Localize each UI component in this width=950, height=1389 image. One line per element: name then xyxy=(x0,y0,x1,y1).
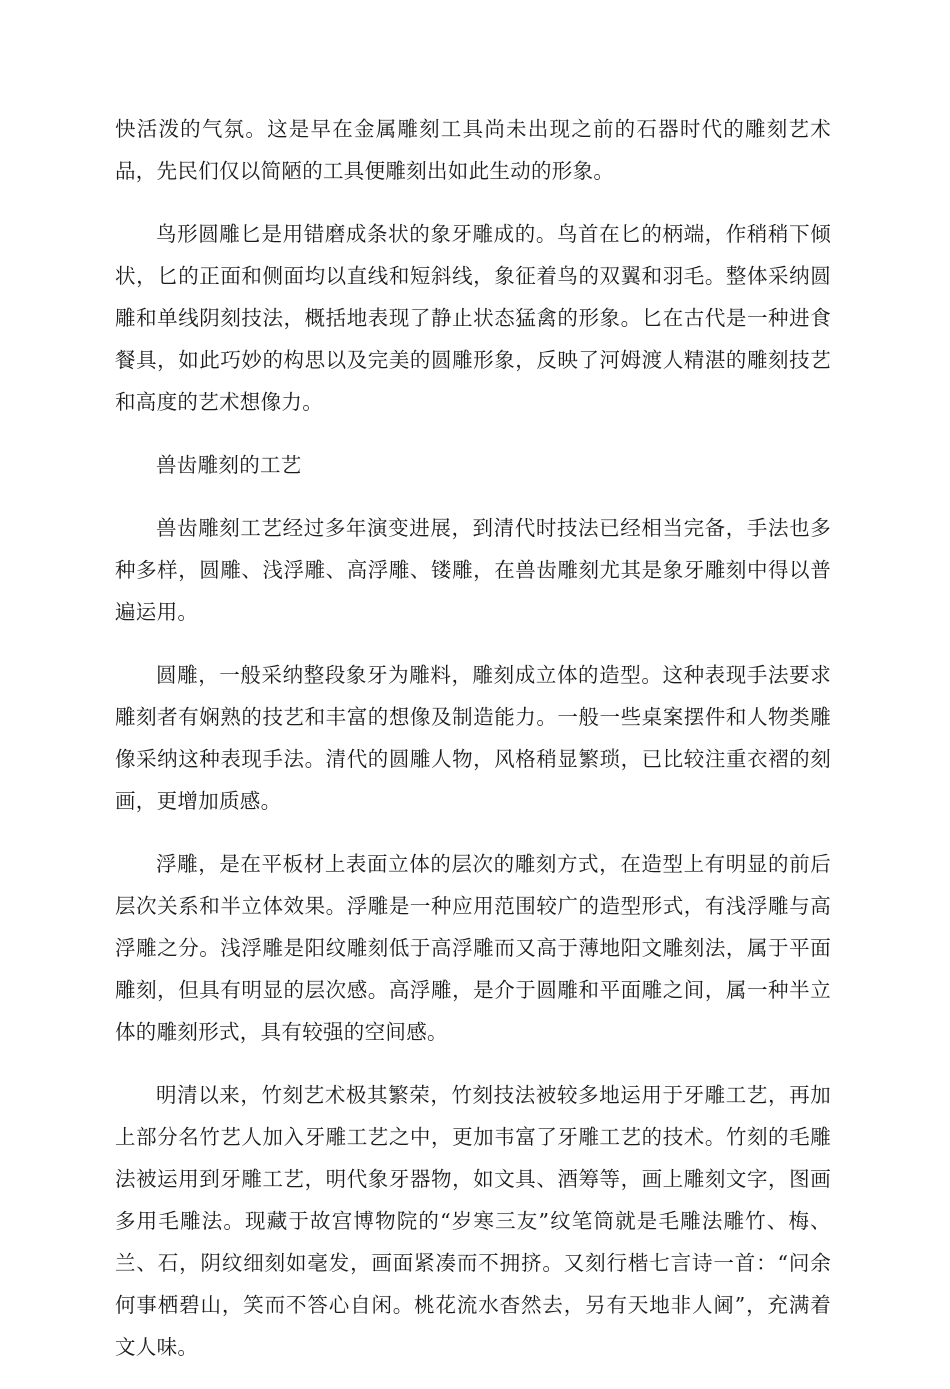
document-body xyxy=(115,108,831,1389)
paragraph-relief-carving: 浮雕，是在平板材上表面立体的层次的雕刻方式，在造型上有明显的前后层次关系和半立体效果。浮雕是一种应用范围较广的造型形式，有浅浮雕与高浮雕之分。浅浮雕是阳纹雕刻低于高浮雕而又高于薄地阳文雕刻法，属于平面雕刻，但具有明显的层次感。高浮雕，是介于圆雕和平面雕之间，属一种半立体的雕刻形式，具有较强的空间感。 xyxy=(115,852,831,1044)
paragraph-craft-overview: 兽齿雕刻工艺经过多年演变进展，到清代时技法已经相当完备，手法也多种多样，圆雕、浅浮雕、高浮雕、镂雕，在兽齿雕刻尤其是象牙雕刻中得以普遍运用。 xyxy=(115,516,831,624)
section-heading: 兽齿雕刻的工艺 xyxy=(156,453,302,477)
paragraph-continuation: 快活泼的气氛。这是早在金属雕刻工具尚未出现之前的石器时代的雕刻艺术品，先民们仅以简陋的工具便雕刻出如此生动的形象。 xyxy=(115,117,831,183)
paragraph-bird-spoon: 鸟形圆雕匕是用错磨成条状的象牙雕成的。鸟首在匕的柄端，作稍稍下倾状，匕的正面和侧面均以直线和短斜线，象征着鸟的双翼和羽毛。整体采纳圆雕和单线阴刻技法，概括地表现了静止状态猛禽的形象。匕在古代是一种进食餐具，如此巧妙的构思以及完美的圆雕形象，反映了河姆渡人精湛的雕刻技艺和高度的艺术想像力。 xyxy=(115,222,831,414)
paragraph-bamboo-carving: 明清以来，竹刻艺术极其繁荣，竹刻技法被较多地运用于牙雕工艺，再加上部分名竹艺人加入牙雕工艺之中，更加韦富了牙雕工艺的技术。竹刻的毛雕法被运用到牙雕工艺，明代象牙器物，如文具、酒筹等，画上雕刻文字，图画多用毛雕法。现藏于故宫博物院的“岁寒三友”纹笔筒就是毛雕法雕竹、梅、兰、石，阴纹细刻如毫发，画面紧凑而不拥挤。又刻行楷七言诗一首：“问余何事栖碧山，笑而不答心自闲。桃花流水杳然去，另有天地非人阃”，充满着文人味。 xyxy=(115,1083,831,1359)
paragraph-round-carving: 圆雕，一般采纳整段象牙为雕料，雕刻成立体的造型。这种表现手法要求雕刻者有娴熟的技艺和丰富的想像及制造能力。一般一些桌案摆件和人物类雕像采纳这种表现手法。清代的圆雕人物，风格稍显繁琐，已比较注重衣褶的刻画，更增加质感。 xyxy=(115,663,831,813)
